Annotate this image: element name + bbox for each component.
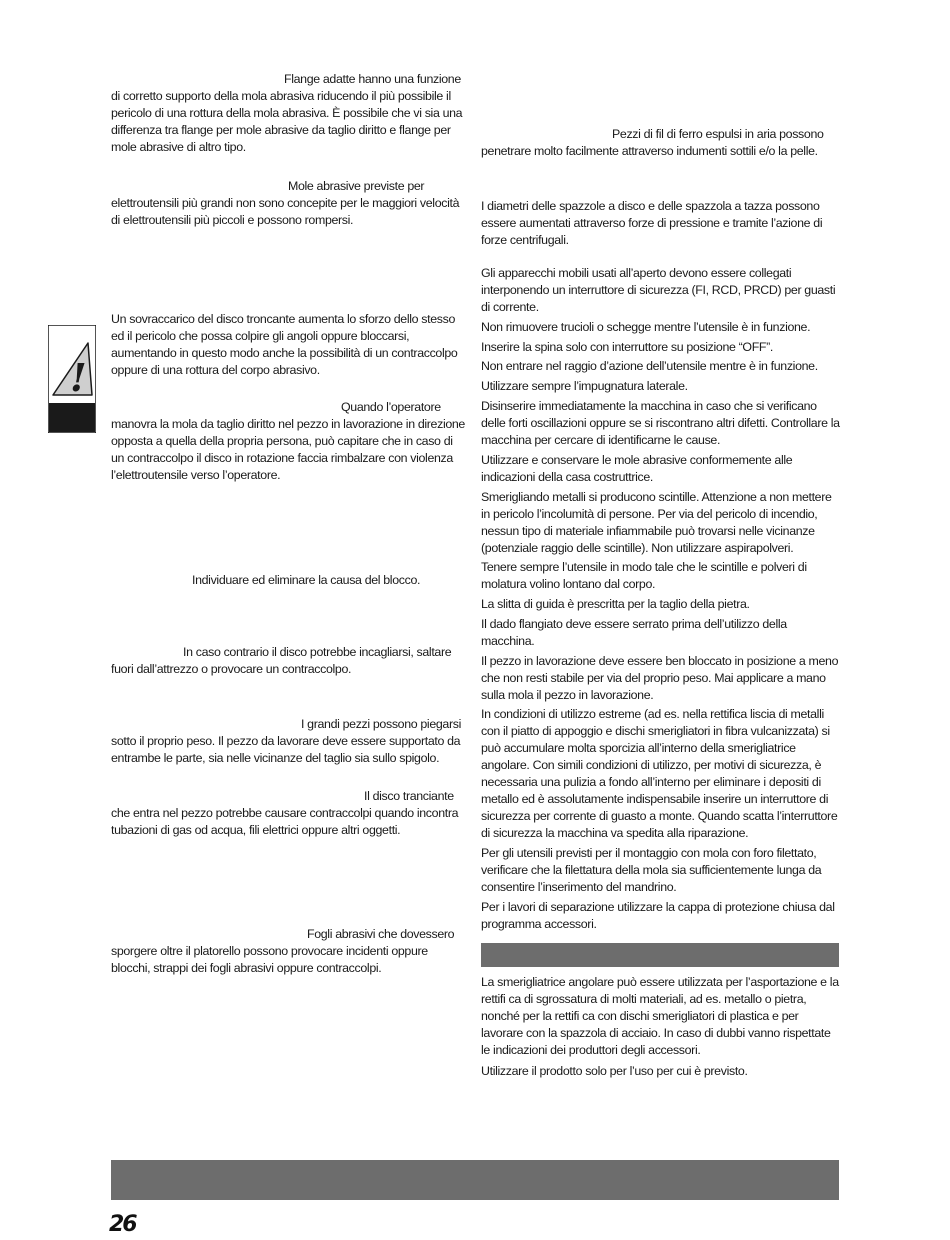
warning-icon: [48, 325, 96, 433]
right-paragraph: [481, 559, 841, 593]
paragraph-body: Non rimuovere trucioli o schegge mentre l’utensile è in funzione.: [481, 320, 811, 334]
right-paragraph: [481, 899, 841, 933]
left-paragraph: [111, 926, 466, 977]
paragraph-body: Smerigliando metalli si producono scintille. Attenzione a non mettere in pericolo l’incolumità di persone. Per via del pericolo di incendio, nessun tipo di materiale infiammabile può trovarsi nelle vicinanze (potenziale raggio delle scintille). Non utilizzare aspirapolveri.: [481, 490, 832, 555]
paragraph-body: elettroutensili più grandi non sono concepite per le maggiori velocità di elettroutensili più piccoli e possono rompersi.: [111, 196, 460, 227]
paragraph-body: Per gli utensili previsti per il montaggio con mola con foro filettato, verificare che la filettatura della mola sia sufficientemente lunga da consentire l’inserimento del mandrino.: [481, 846, 822, 894]
paragraph-body: di corretto supporto della mola abrasiva riducendo il più possibile il pericolo di una rottura della mola abrasiva. È possibile che vi sia una differenza tra flange per mole abrasive da taglio diritto e flange per mole abrasive di altro tipo.: [111, 89, 463, 154]
section-heading-bar: [481, 943, 839, 967]
paragraph-body: sotto il proprio peso. Il pezzo da lavorare deve essere supportato da entrambe le parte, sia nelle vicinanze del taglio sia sullo spigolo.: [111, 734, 461, 765]
paragraph-body: sporgere oltre il platorello possono provocare incidenti oppure blocchi, strappi dei fogli abrasivi oppure contraccolpi.: [111, 944, 428, 975]
paragraph-body: Disinserire immediatamente la macchina in caso che si verificano delle forti oscillazioni oppure se si riscontrano altri difetti. Controllare la macchina per cercare di identificarne le cause.: [481, 399, 840, 447]
paragraph-body: La slitta di guida è prescritta per la taglio della pietra.: [481, 597, 750, 611]
right-paragraph: [481, 358, 841, 375]
left-paragraph: [111, 399, 466, 484]
right-paragraph: [481, 452, 841, 486]
paragraph-lead: Individuare ed eliminare la causa del blocco.: [192, 573, 421, 587]
right-paragraph: [481, 319, 841, 336]
paragraph-lead: I grandi pezzi possono piegarsi: [301, 717, 461, 731]
left-paragraph: [111, 572, 466, 589]
paragraph-body: Gli apparecchi mobili usati all’aperto devono essere collegati interponendo un interruttore di sicurezza (FI, RCD, PRCD) per guasti di corrente.: [481, 266, 836, 314]
right-paragraph: [481, 1063, 841, 1080]
paragraph-body: Non entrare nel raggio d’azione dell’utensile mentre è in funzione.: [481, 359, 818, 373]
right-paragraph: [481, 126, 841, 160]
paragraph-lead: Mole abrasive previste per: [288, 179, 425, 193]
paragraph-lead: Fogli abrasivi che dovessero: [307, 927, 455, 941]
paragraph-body: Inserire la spina solo con interruttore su posizione “OFF”.: [481, 340, 774, 354]
paragraph-body: Utilizzare il prodotto solo per l’uso per cui è previsto.: [481, 1064, 748, 1078]
paragraph-body: Utilizzare e conservare le mole abrasive conformemente alle indicazioni della casa costruttrice.: [481, 453, 793, 484]
paragraph-body: Utilizzare sempre l’impugnatura laterale.: [481, 379, 688, 393]
paragraph-body: manovra la mola da taglio diritto nel pezzo in lavorazione in direzione opposta a quella della propria persona, può capitare che in caso di un contraccolpo il disco in rotazione faccia rimbalzare con violenza l’elettroutensile verso l’operatore.: [111, 417, 465, 482]
right-paragraph: [481, 596, 841, 613]
paragraph-lead: Quando l’operatore: [341, 400, 441, 414]
right-paragraph: [481, 489, 841, 557]
right-paragraph: [481, 265, 841, 316]
paragraph-lead: Pezzi di fil di ferro espulsi in aria possono: [612, 127, 824, 141]
left-paragraph: [111, 644, 466, 678]
paragraph-lead: Flange adatte hanno una funzione: [284, 72, 461, 86]
right-paragraph: [481, 378, 841, 395]
right-paragraph: [481, 339, 841, 356]
page-number: 26: [109, 1212, 136, 1237]
paragraph-body: In condizioni di utilizzo estreme (ad es. nella rettifica liscia di metalli con il piatto di appoggio e dischi smerigliatori in fibra vulcanizzata) si può accumulare molta sporcizia all’interno della smerigliatrice angolare. Con simili condizioni di utilizzo, per motivi di sicurezza, è necessaria una pulizia a fondo all’interno per eliminare i depositi di metallo ed è assolutamente indispensabile inserire un interruttore di sicurezza per corrente di guasto a monte. Quando scatta l’interruttore di sicurezza la macchina va spedita alla riparazione.: [481, 707, 838, 840]
paragraph-body: Per i lavori di separazione utilizzare la cappa di protezione chiusa dal programma accessori.: [481, 900, 835, 931]
warning-icon-symbol: !: [70, 355, 87, 400]
left-paragraph: [111, 178, 466, 229]
left-paragraph: [111, 311, 466, 379]
paragraph-body: che entra nel pezzo potrebbe causare contraccolpi quando incontra tubazioni di gas od acqua, fili elettrici oppure altri oggetti.: [111, 806, 459, 837]
paragraph-body: Il pezzo in lavorazione deve essere ben bloccato in posizione a meno che non resti stabile per via del proprio peso. Mai applicare a mano sulla mola il pezzo in lavorazione.: [481, 654, 839, 702]
paragraph-body: penetrare molto facilmente attraverso indumenti sottili e/o la pelle.: [481, 144, 818, 158]
left-paragraph: [111, 71, 466, 156]
paragraph-body: I diametri delle spazzole a disco e delle spazzola a tazza possono essere aumentati attraverso forze di pressione e tramite l’azione di forze centrifugali.: [481, 199, 823, 247]
paragraph-lead: Il disco tranciante: [364, 789, 454, 803]
paragraph-body: Un sovraccarico del disco troncante aumenta lo sforzo dello stesso ed il pericolo che possa colpire gli angoli oppure bloccarsi, aumentando in questo modo anche la possibilità di un contraccolpo oppure di una rottura del corpo abrasivo.: [111, 312, 458, 377]
paragraph-body: Il dado flangiato deve essere serrato prima dell’utilizzo della macchina.: [481, 617, 787, 648]
right-paragraph: [481, 974, 841, 1059]
paragraph-body: La smerigliatrice angolare può essere utilizzata per l’asportazione e la rettifi ca di sgrossatura di molti materiali, ad es. metallo o pietra, nonché per la rettifi ca con dischi smerigliatori di plastica e per lavorare con la spazzola di acciaio. In caso di dubbi vanno rispettate le indicazioni dei produttori degli accessori.: [481, 975, 839, 1057]
right-paragraph: [481, 616, 841, 650]
paragraph-lead: In caso contrario il disco potrebbe incagliarsi, saltare: [183, 645, 452, 659]
left-paragraph: [111, 788, 466, 839]
left-paragraph: [111, 716, 466, 767]
right-paragraph: [481, 845, 841, 896]
right-paragraph: [481, 653, 841, 704]
right-paragraph: [481, 706, 841, 842]
paragraph-body: Tenere sempre l’utensile in modo tale che le scintille e polveri di molatura volino lontano dal corpo.: [481, 560, 807, 591]
paragraph-body: fuori dall’attrezzo o provocare un contraccolpo.: [111, 662, 352, 676]
right-paragraph: [481, 398, 841, 449]
footer-bar: [111, 1160, 839, 1200]
right-paragraph: [481, 198, 841, 249]
